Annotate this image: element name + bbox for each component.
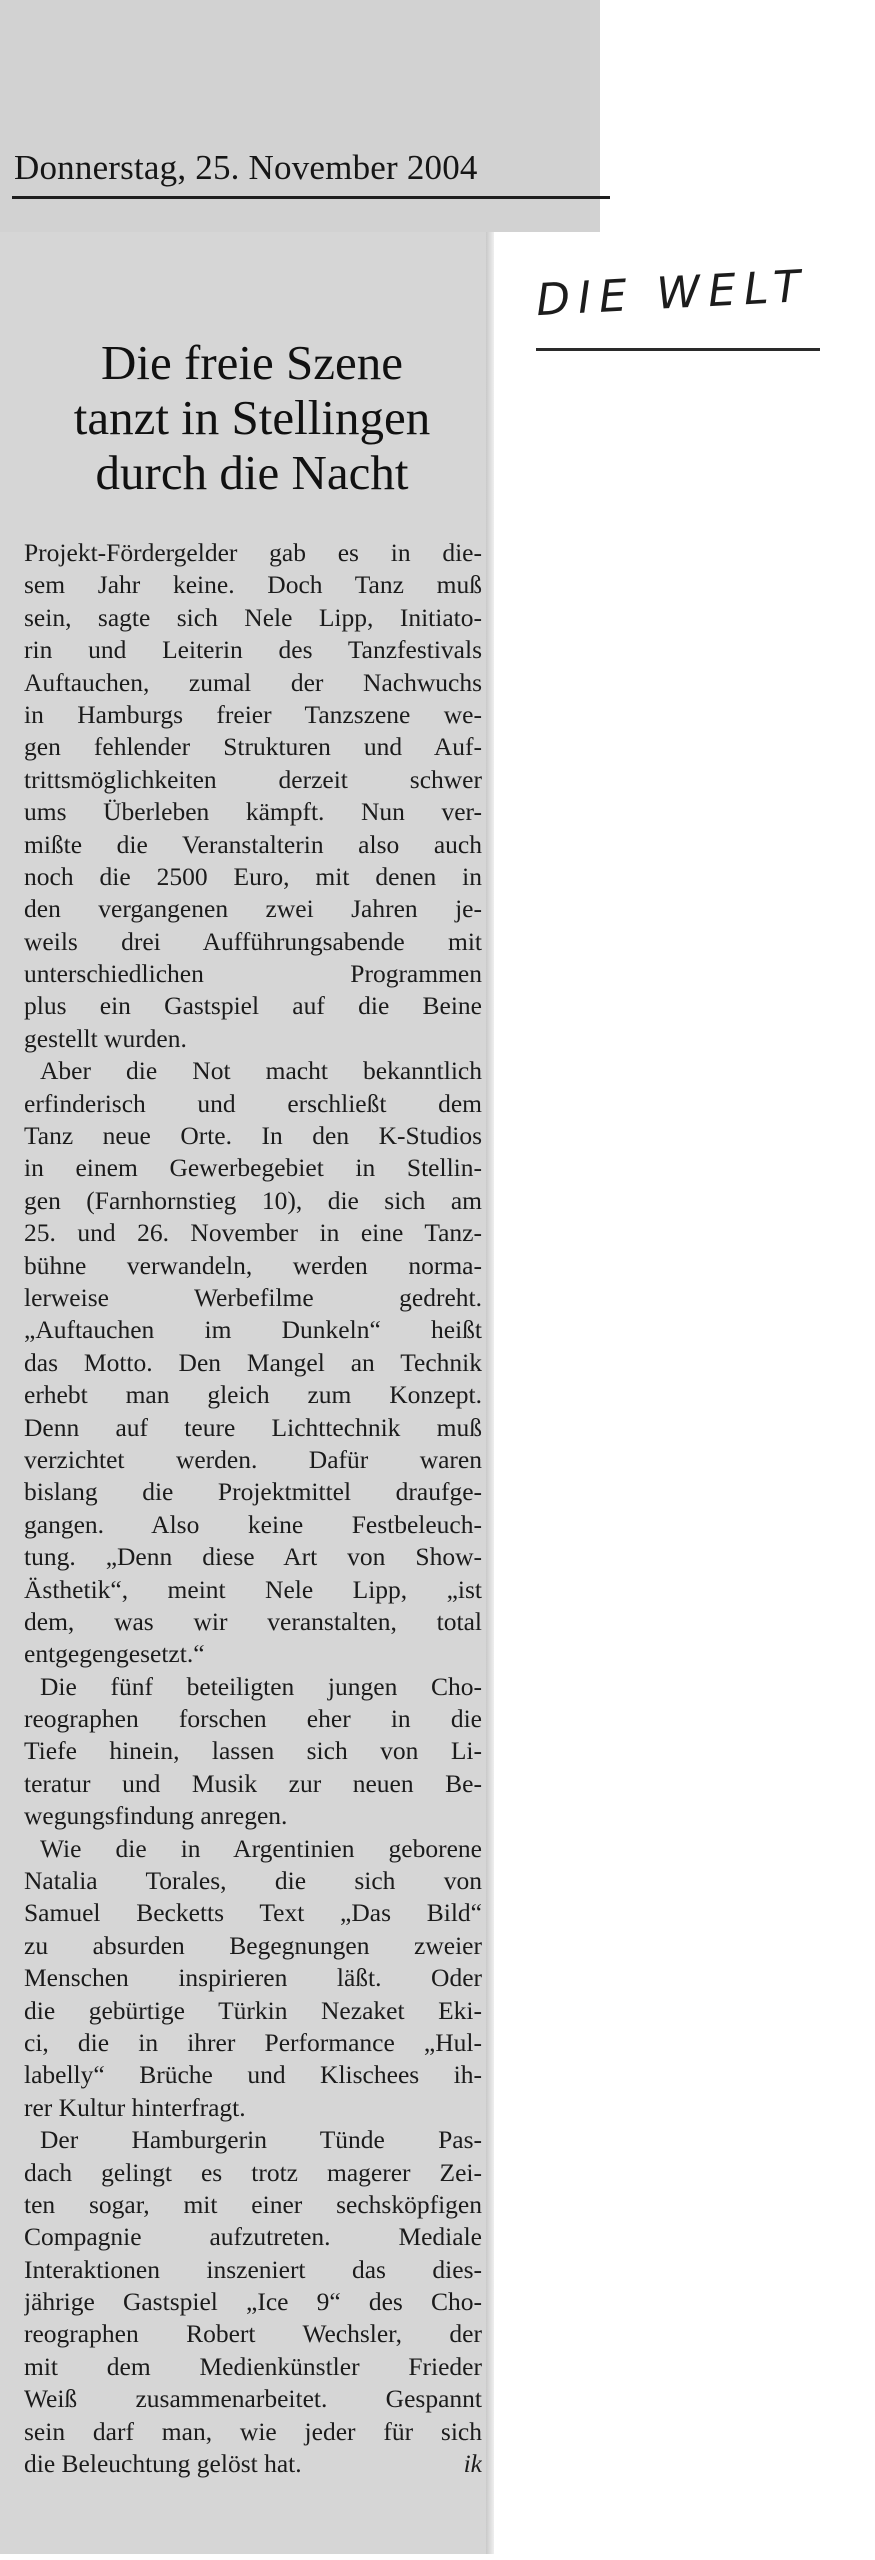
body-line: sem Jahr keine. Doch Tanz muß <box>24 570 482 600</box>
body-line: verzichtet werden. Dafür waren <box>24 1444 482 1474</box>
body-line: 25. und 26. November in eine Tanz- <box>24 1218 482 1248</box>
body-line: weils drei Aufführungsabende mit <box>24 926 482 956</box>
publication-date: Donnerstag, 25. November 2004 <box>14 148 478 187</box>
body-line: reographen forschen eher in die <box>24 1704 482 1734</box>
body-line: Die fünf beteiligten jungen Cho- <box>40 1671 482 1701</box>
handwritten-source-note: DIE WELT <box>534 260 810 327</box>
body-line: die gebürtige Türkin Nezaket Eki- <box>24 1995 482 2025</box>
body-line: unterschiedlichen Programmen <box>24 959 482 989</box>
body-line: den vergangenen zwei Jahren je- <box>24 894 482 924</box>
clipping-edge <box>486 232 494 2554</box>
body-line-final <box>24 2448 482 2480</box>
body-line: labelly“ Brüche und Klischees ih- <box>24 2060 482 2090</box>
author-initials: ik <box>463 2449 482 2479</box>
body-line: Weiß zusammenarbeitet. Gespannt <box>24 2384 482 2414</box>
body-line: mit dem Medienkünstler Frieder <box>24 2351 482 2381</box>
body-line: zu absurden Begegnungen zweier <box>24 1930 482 1960</box>
body-line: Ästhetik“, meint Nele Lipp, „ist <box>24 1574 482 1604</box>
body-line: reographen Robert Wechsler, der <box>24 2319 482 2349</box>
body-line: erhebt man gleich zum Konzept. <box>24 1380 482 1410</box>
body-line: gen fehlender Strukturen und Auf- <box>24 732 482 762</box>
body-line: sein darf man, wie jeder für sich <box>24 2416 482 2446</box>
body-line: dach gelingt es trotz magerer Zei- <box>24 2157 482 2187</box>
headline-line: durch die Nacht <box>95 445 409 500</box>
body-line: bühne verwandeln, werden norma- <box>24 1250 482 1280</box>
body-line: plus ein Gastspiel auf die Beine <box>24 991 482 1021</box>
body-line: teratur und Musik zur neuen Be- <box>24 1768 482 1798</box>
body-line: Menschen inspirieren läßt. Oder <box>24 1963 482 1993</box>
body-line: Wie die in Argentinien geborene <box>40 1833 482 1863</box>
body-line: Der Hamburgerin Tünde Pas- <box>40 2125 482 2155</box>
body-line: trittsmöglichkeiten derzeit schwer <box>24 764 482 794</box>
body-line: Tiefe hinein, lassen sich von Li- <box>24 1736 482 1766</box>
body-line: mißte die Veranstalterin also auch <box>24 829 482 859</box>
body-line: in einem Gewerbegebiet in Stellin- <box>24 1153 482 1183</box>
headline-line: Die freie Szene <box>101 335 403 390</box>
body-line: wegungsfindung anregen. <box>24 1801 288 1831</box>
body-line: Denn auf teure Lichttechnik muß <box>24 1412 482 1442</box>
body-line: gen (Farnhornstieg 10), die sich am <box>24 1185 482 1215</box>
body-line: erfinderisch und erschließt dem <box>24 1088 482 1118</box>
article-body <box>24 537 482 2480</box>
body-line: ums Überleben kämpft. Nun ver- <box>24 797 482 827</box>
body-line: entgegengesetzt.“ <box>24 1639 205 1669</box>
body-line: noch die 2500 Euro, mit denen in <box>24 861 482 891</box>
body-line: lerweise Werbefilme gedreht. <box>24 1282 482 1312</box>
body-line: Samuel Becketts Text „Das Bild“ <box>24 1898 482 1928</box>
body-line: in Hamburgs freier Tanzszene we- <box>24 699 482 729</box>
body-line: sein, sagte sich Nele Lipp, Initiato- <box>24 602 482 632</box>
headline-line: tanzt in Stellingen <box>73 390 431 445</box>
body-line: bislang die Projektmittel draufge- <box>24 1477 482 1507</box>
body-line: ci, die in ihrer Performance „Hul- <box>24 2027 482 2057</box>
date-rule <box>12 196 610 199</box>
body-line: jährige Gastspiel „Ice 9“ des Cho- <box>24 2287 482 2317</box>
body-line: das Motto. Den Mangel an Technik <box>24 1347 482 1377</box>
body-line: tung. „Denn diese Art von Show- <box>24 1542 482 1572</box>
body-line: Interaktionen inszeniert das dies- <box>24 2254 482 2284</box>
source-note-underline <box>536 348 820 351</box>
body-line: „Auftauchen im Dunkeln“ heißt <box>24 1315 482 1345</box>
body-line: Aber die Not macht bekanntlich <box>40 1056 482 1086</box>
body-line: rin und Leiterin des Tanzfestivals <box>24 635 482 665</box>
body-line: Tanz neue Orte. In den K-Studios <box>24 1121 482 1151</box>
article-headline <box>22 335 482 500</box>
body-line-text: die Beleuchtung gelöst hat. <box>24 2449 302 2479</box>
body-line: rer Kultur hinterfragt. <box>24 2092 246 2122</box>
body-line: ten sogar, mit einer sechsköpfigen <box>24 2189 482 2219</box>
body-line: Natalia Torales, die sich von <box>24 1866 482 1896</box>
body-line: dem, was wir veranstalten, total <box>24 1606 482 1636</box>
body-line: gangen. Also keine Festbeleuch- <box>24 1509 482 1539</box>
body-line: Compagnie aufzutreten. Mediale <box>24 2222 482 2252</box>
body-line: gestellt wurden. <box>24 1023 187 1053</box>
body-line: Projekt-Fördergelder gab es in die- <box>24 538 482 567</box>
body-line: Auftauchen, zumal der Nachwuchs <box>24 667 482 697</box>
